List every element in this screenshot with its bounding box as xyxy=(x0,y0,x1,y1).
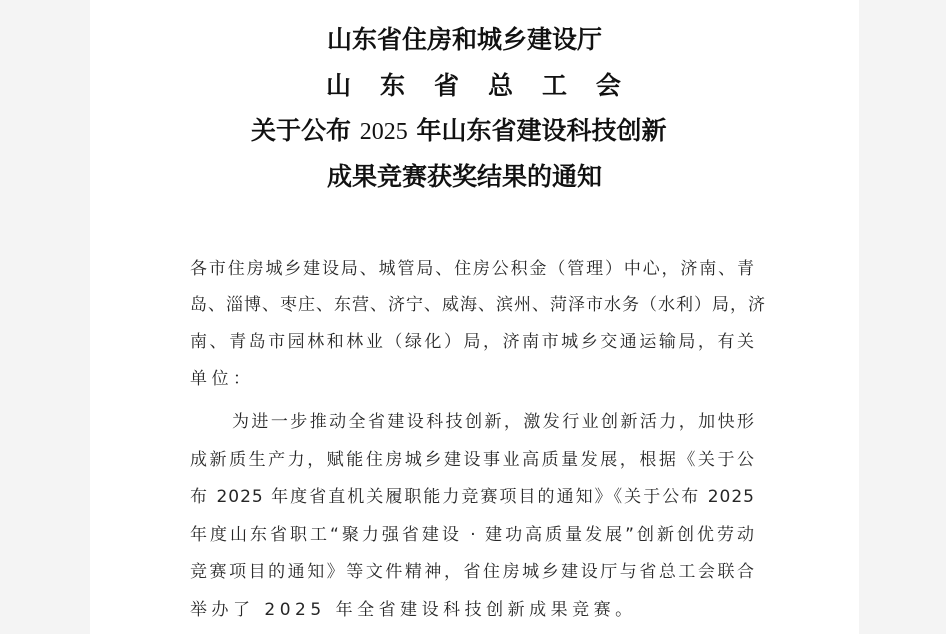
document-page xyxy=(90,0,859,634)
notice-title-suffix: 年山东省建设科技创新 xyxy=(416,116,667,145)
issuer-line-housing-department: 山东省住房和城乡建设厅 xyxy=(327,25,603,54)
notice-title-prefix: 关于公布 xyxy=(251,116,352,145)
paragraph-line: 为进一步推动全省建设科技创新，激发行业创新活力，加快形 xyxy=(232,412,755,432)
issuer-char: 省 xyxy=(433,71,459,100)
notice-title-line-2: 成果竞赛获奖结果的通知 xyxy=(327,162,603,191)
issuer-char: 会 xyxy=(595,71,621,100)
issuer-char: 总 xyxy=(487,71,513,100)
issuer-char: 工 xyxy=(541,71,567,100)
paragraph-line: 年度山东省职工“聚力强省建设 · 建功高质量发展”创新创优劳动 xyxy=(190,525,755,545)
paragraph-line: 竞赛项目的通知》等文件精神，省住房城乡建设厅与省总工会联合 xyxy=(190,562,755,582)
addressee-line: 岛、淄博、枣庄、东营、济宁、威海、滨州、菏泽市水务（水利）局，济 xyxy=(190,295,766,315)
addressee-line: 各市住房城乡建设局、城管局、住房公积金（管理）中心，济南、青 xyxy=(190,259,755,279)
issuer-char: 山 xyxy=(326,71,352,100)
paragraph-line: 举办了 2025 年全省建设科技创新成果竞赛。 xyxy=(190,600,637,620)
paragraph-line: 成新质生产力，赋能住房城乡建设事业高质量发展，根据《关于公 xyxy=(190,450,755,470)
notice-title-line-1 xyxy=(251,117,697,146)
notice-title-year: 2025 xyxy=(359,119,408,145)
addressee-line: 南、青岛市园林和林业（绿化）局，济南市城乡交通运输局，有关 xyxy=(190,332,755,352)
issuer-char: 东 xyxy=(379,71,405,100)
addressee-line: 单位： xyxy=(190,369,255,389)
paragraph-line: 布 2025 年度省直机关履职能力竞赛项目的通知》《关于公布 2025 xyxy=(190,487,755,507)
issuer-line-trade-union xyxy=(326,72,621,100)
